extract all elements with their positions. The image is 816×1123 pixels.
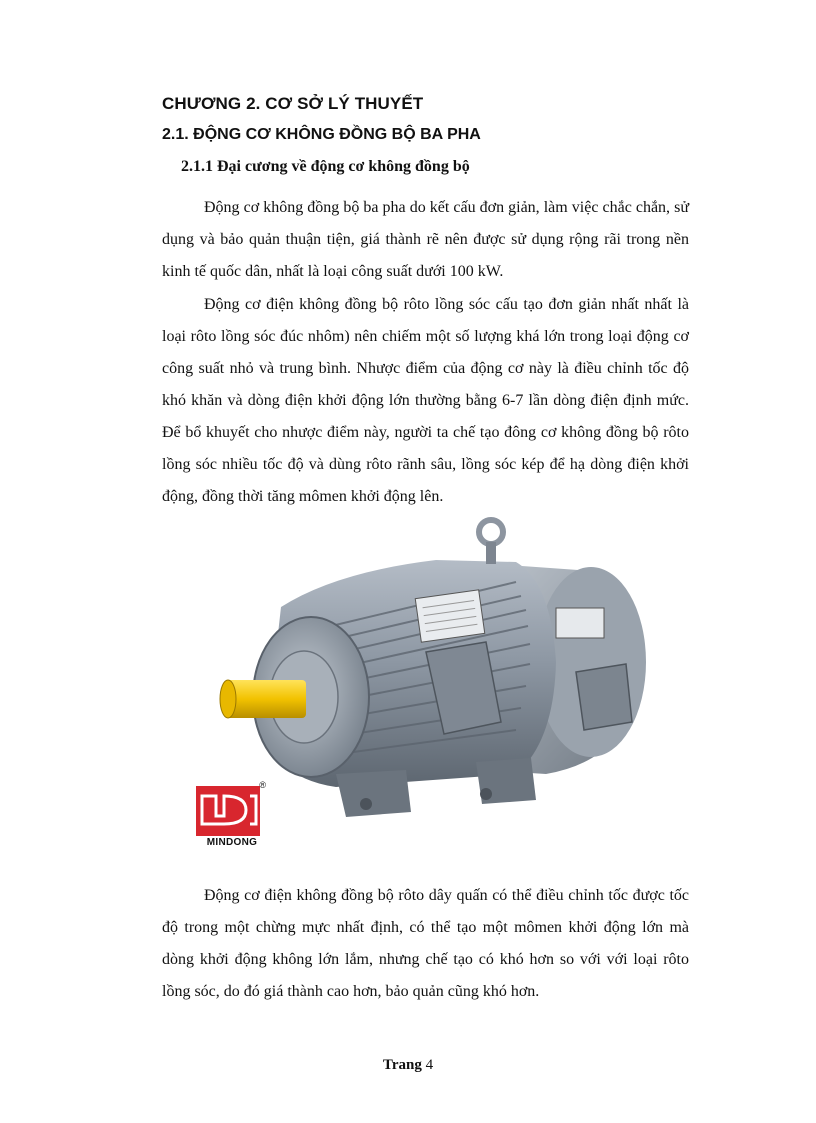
logo-red-block bbox=[196, 786, 260, 836]
lifting-eye-bolt bbox=[479, 520, 503, 544]
side-junction-box bbox=[576, 664, 632, 730]
page-footer bbox=[0, 1057, 816, 1074]
mounting-foot-front bbox=[336, 770, 411, 817]
chapter-title: CHƯƠNG 2. CƠ SỞ LÝ THUYẾT bbox=[162, 94, 424, 113]
paragraph-1: Động cơ không đồng bộ ba pha do kết cấu đơn giản, làm việc chắc chắn, sử dụng và bảo quản thuận tiện, giá thành rẽ nên được sử dụng rộng rãi trong nền kinh tế quốc dân, nhất là loại công suất dưới 100 kW. bbox=[162, 199, 689, 280]
paragraph-3: Động cơ điện không đồng bộ rôto dây quấn có thể điều chỉnh tốc được tốc độ trong một chừng mực nhất định, có thể tạo một mômen khởi động lớn mà dòng khởi động không lớn lắm, nhưng chế tạo có khó hơn so với với loại rôto lồng sóc, do đó giá thành cao hơn, bảo quản cũng khó hơn. bbox=[162, 887, 689, 1000]
page-label: Trang bbox=[382, 1057, 422, 1073]
side-label bbox=[556, 608, 604, 638]
registered-mark: ® bbox=[259, 780, 266, 790]
subsection-title: 2.1.1 Đại cương về động cơ không đồng bộ bbox=[181, 158, 470, 175]
section-title: 2.1. ĐỘNG CƠ KHÔNG ĐỒNG BỘ BA PHA bbox=[162, 126, 481, 143]
nameplate bbox=[415, 590, 485, 642]
paragraph-2: Động cơ điện không đồng bộ rôto lồng sóc cấu tạo đơn giản nhất nhất là loại rôto lồng sóc đúc nhôm) nên chiếm một số lượng khá lớn trong loại động cơ công suất nhỏ và trung bình. Nhược điểm của động cơ này là điều chỉnh tốc độ khó khăn và dòng điện khởi động lớn thường bằng 6-7 lần dòng điện định mức. Để bổ khuyết cho nhược điểm này, người ta chế tạo đông cơ không đồng bộ rôto lồng sóc nhiều tốc độ và dùng rôto rãnh sâu, lồng sóc kép để hạ dòng điện khởi động, đồng thời tăng mômen khởi động lên. bbox=[162, 296, 689, 505]
yellow-shaft bbox=[226, 680, 306, 718]
page-number: 4 bbox=[425, 1057, 434, 1073]
brand-name: MINDONG bbox=[206, 837, 258, 848]
